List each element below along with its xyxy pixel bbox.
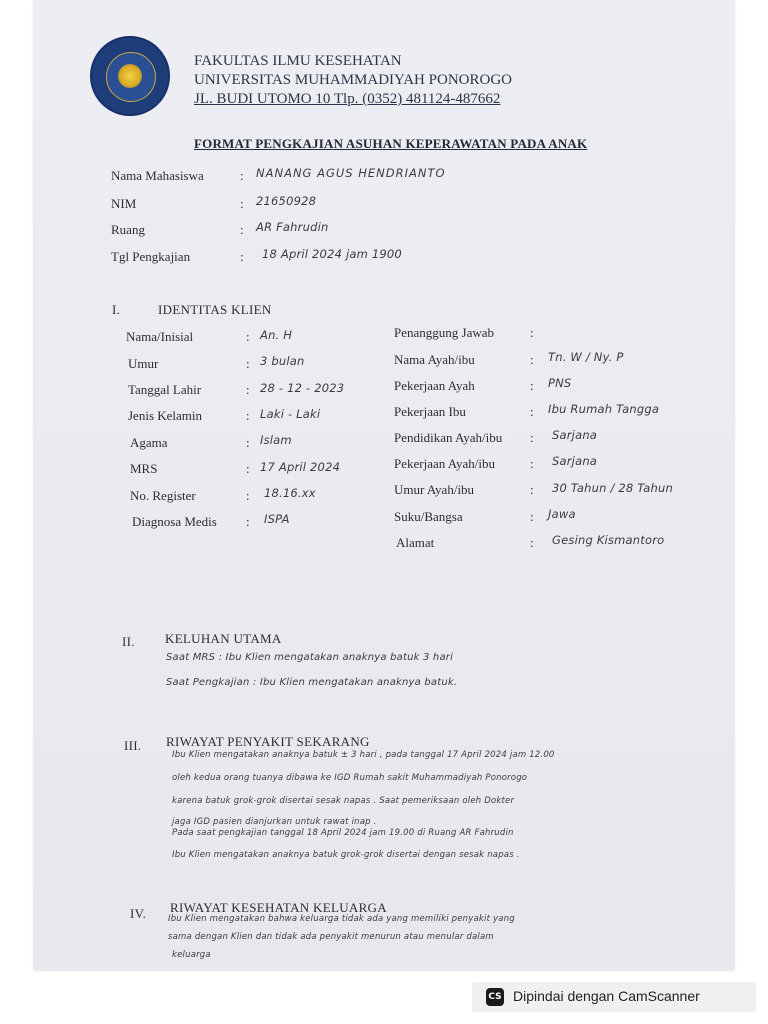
- identity-value: 30 Tahun / 28 Tahun: [552, 481, 674, 495]
- handwritten-line: Ibu Klien mengatakan bahwa keluarga tidak ada yang memiliki penyakit yang: [168, 914, 515, 924]
- assessment-date-value: 18 April 2024 jam 1900: [262, 247, 402, 261]
- separator: :: [530, 430, 534, 445]
- identity-label: Pekerjaan Ayah: [394, 378, 475, 393]
- document-page: [34, 0, 734, 970]
- identity-value: Ibu Rumah Tangga: [548, 402, 660, 416]
- identity-label: Alamat: [396, 535, 435, 550]
- separator: :: [530, 456, 534, 471]
- handwritten-line: Pada saat pengkajian tanggal 18 April 2024 jam 19.00 di Ruang AR Fahrudin: [172, 828, 514, 838]
- handwritten-line: Ibu Klien mengatakan anaknya batuk ± 3 hari , pada tanggal 17 April 2024 jam 12.00: [172, 750, 555, 760]
- identity-label: MRS: [130, 461, 158, 476]
- section-1-title: IDENTITAS KLIEN: [158, 302, 272, 317]
- handwritten-line: karena batuk grok-grok disertai sesak napas . Saat pemeriksaan oleh Dokter: [172, 796, 515, 806]
- separator: :: [246, 461, 250, 476]
- handwritten-line: oleh kedua orang tuanya dibawa ke IGD Rumah sakit Muhammadiyah Ponorogo: [172, 773, 528, 783]
- faculty-name: FAKULTAS ILMU KESEHATAN: [194, 53, 402, 69]
- separator: :: [530, 404, 534, 419]
- separator: :: [530, 509, 534, 524]
- identity-label: Jenis Kelamin: [128, 408, 203, 423]
- handwritten-line: Saat MRS : Ibu Klien mengatakan anaknya batuk 3 hari: [166, 652, 454, 663]
- identity-value: PNS: [548, 376, 572, 390]
- handwritten-line: sama dengan Klien dan tidak ada penyakit menurun atau menular dalam: [168, 932, 494, 942]
- university-logo: [90, 36, 170, 116]
- section-2-number: II.: [122, 634, 135, 649]
- section-4-number: IV.: [130, 906, 147, 921]
- identity-label: Pekerjaan Ibu: [394, 404, 466, 419]
- handwritten-line: jaga IGD pasien dianjurkan untuk rawat inap .: [172, 817, 377, 827]
- separator: :: [240, 249, 244, 264]
- identity-label: Agama: [130, 435, 168, 450]
- separator: :: [246, 435, 250, 450]
- identity-label: Umur Ayah/ibu: [394, 482, 475, 497]
- handwritten-line: Ibu Klien mengatakan anaknya batuk grok-grok disertai dengan sesak napas .: [172, 850, 520, 860]
- camscanner-watermark: [472, 982, 756, 1012]
- separator: :: [530, 482, 534, 497]
- identity-label: Suku/Bangsa: [394, 509, 463, 524]
- handwritten-line: keluarga: [172, 950, 211, 960]
- university-address: JL. BUDI UTOMO 10 Tlp. (0352) 481124-487662: [194, 91, 501, 107]
- identity-value: Islam: [260, 433, 292, 447]
- camscanner-label: Dipindai dengan CamScanner: [513, 988, 700, 1004]
- section-4-title: RIWAYAT KESEHATAN KELUARGA: [170, 900, 387, 915]
- nim-label: NIM: [111, 196, 137, 211]
- identity-label: Tanggal Lahir: [128, 382, 202, 397]
- sun-emblem-icon: [118, 64, 142, 88]
- separator: :: [246, 356, 250, 371]
- separator: :: [246, 408, 250, 423]
- separator: :: [530, 535, 534, 550]
- identity-value: 3 bulan: [260, 354, 305, 368]
- separator: :: [246, 488, 250, 503]
- nim-value: 21650928: [256, 194, 317, 208]
- separator: :: [530, 378, 534, 393]
- identity-value: 17 April 2024: [260, 460, 341, 474]
- separator: :: [240, 222, 244, 237]
- identity-label: Umur: [128, 356, 159, 371]
- camscanner-logo-icon: CS: [486, 988, 504, 1006]
- assessment-date-label: Tgl Pengkajian: [111, 249, 191, 264]
- student-name-label: Nama Mahasiswa: [111, 168, 204, 183]
- identity-value: Laki - Laki: [260, 407, 321, 421]
- identity-value: ISPA: [264, 512, 290, 526]
- identity-value: 28 - 12 - 2023: [260, 381, 345, 395]
- room-value: AR Fahrudin: [256, 220, 329, 234]
- identity-label: Nama/Inisial: [126, 329, 194, 344]
- room-label: Ruang: [111, 222, 145, 237]
- identity-value: Sarjana: [552, 454, 598, 468]
- identity-value: Sarjana: [552, 428, 598, 442]
- section-3-title: RIWAYAT PENYAKIT SEKARANG: [166, 734, 370, 749]
- identity-label: Penanggung Jawab: [394, 325, 495, 340]
- separator: :: [240, 196, 244, 211]
- handwritten-line: Saat Pengkajian : Ibu Klien mengatakan anaknya batuk.: [166, 677, 458, 688]
- separator: :: [530, 325, 534, 340]
- identity-value: Gesing Kismantoro: [552, 533, 665, 547]
- section-1-number: I.: [112, 302, 121, 317]
- identity-value: Jawa: [548, 507, 576, 521]
- separator: :: [240, 168, 244, 183]
- identity-label: No. Register: [130, 488, 196, 503]
- separator: :: [530, 352, 534, 367]
- identity-label: Pendidikan Ayah/ibu: [394, 430, 503, 445]
- section-2-title: KELUHAN UTAMA: [165, 631, 282, 646]
- identity-label: Pekerjaan Ayah/ibu: [394, 456, 495, 471]
- form-title: FORMAT PENGKAJIAN ASUHAN KEPERAWATAN PADA ANAK: [194, 136, 588, 151]
- identity-value: 18.16.xx: [264, 486, 316, 500]
- separator: :: [246, 514, 250, 529]
- student-name-value: NANANG AGUS HENDRIANTO: [256, 166, 446, 180]
- university-name: UNIVERSITAS MUHAMMADIYAH PONOROGO: [194, 72, 512, 88]
- identity-value: Tn. W / Ny. P: [548, 350, 624, 364]
- separator: :: [246, 382, 250, 397]
- section-3-number: III.: [124, 738, 142, 753]
- identity-label: Nama Ayah/ibu: [394, 352, 475, 367]
- identity-value: An. H: [260, 328, 293, 342]
- identity-label: Diagnosa Medis: [132, 514, 217, 529]
- separator: :: [246, 329, 250, 344]
